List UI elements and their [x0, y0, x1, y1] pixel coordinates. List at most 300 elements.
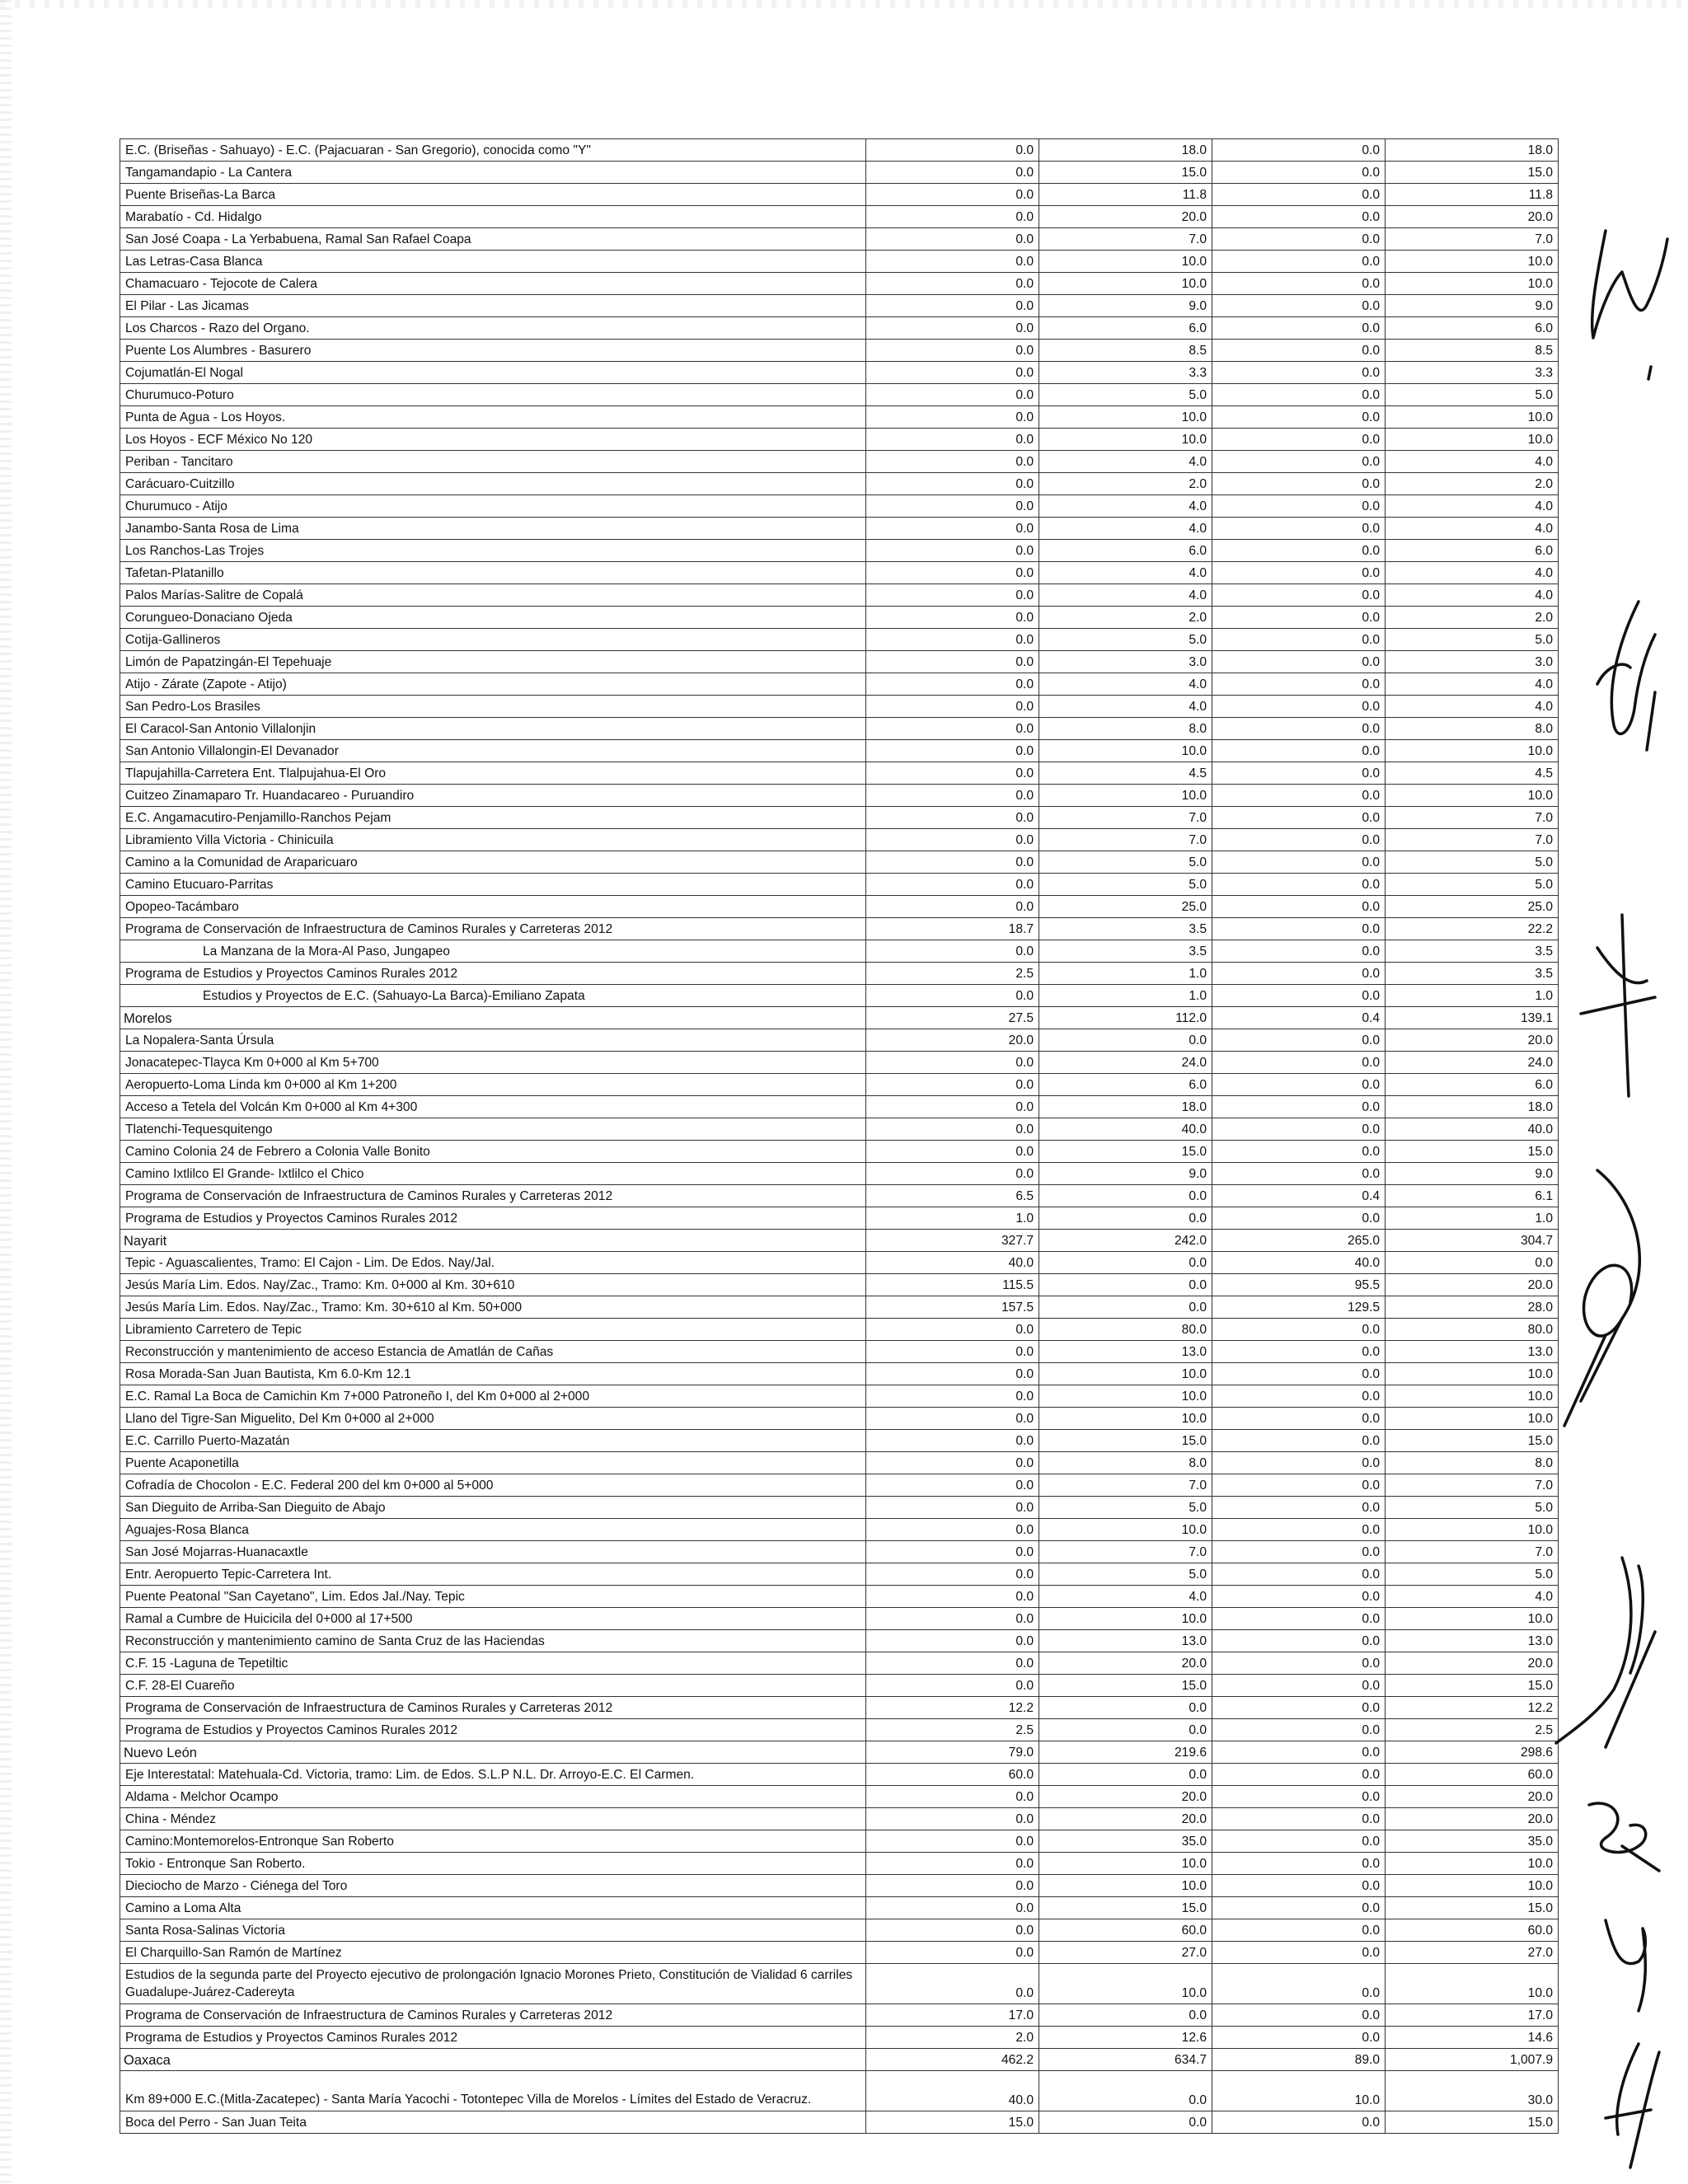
table-row — [120, 540, 1559, 562]
amount-col-3-cell: 0.0 — [1212, 1563, 1386, 1586]
project-name-cell: Puente Acaponetilla — [120, 1452, 866, 1474]
table-row — [120, 2027, 1559, 2049]
amount-col-3-cell: 0.0 — [1212, 1029, 1386, 1052]
table-row — [120, 1853, 1559, 1875]
amount-col-1-cell: 0.0 — [866, 1408, 1039, 1430]
project-name-cell: Programa de Conservación de Infraestructura de Caminos Rurales y Carreteras 2012 — [120, 2004, 866, 2027]
state-subtotal-row — [120, 1230, 1559, 1252]
amount-col-2-cell: 60.0 — [1039, 1919, 1212, 1942]
project-name-cell: Corungueo-Donaciano Ojeda — [120, 607, 866, 629]
table-row — [120, 629, 1559, 651]
table-row — [120, 1675, 1559, 1697]
budget-table — [120, 138, 1559, 2134]
amount-col-3-cell: 0.0 — [1212, 317, 1386, 340]
amount-col-3-cell: 0.0 — [1212, 1096, 1386, 1118]
table-row — [120, 1385, 1559, 1408]
project-name-cell: Puente Los Alumbres - Basurero — [120, 340, 866, 362]
project-name-cell: Entr. Aeropuerto Tepic-Carretera Int. — [120, 1563, 866, 1586]
amount-total-cell: 15.0 — [1386, 2111, 1559, 2134]
amount-col-1-cell: 0.0 — [866, 1675, 1039, 1697]
project-name-cell: Tlapujahilla-Carretera Ent. Tlalpujahua-El Oro — [120, 762, 866, 785]
amount-total-cell: 8.0 — [1386, 1452, 1559, 1474]
amount-total-cell: 4.0 — [1386, 1586, 1559, 1608]
amount-col-3-cell: 0.0 — [1212, 2111, 1386, 2134]
amount-col-1-cell: 0.0 — [866, 584, 1039, 607]
amount-col-3-cell: 0.0 — [1212, 1430, 1386, 1452]
table-row — [120, 1296, 1559, 1319]
amount-col-3-cell: 0.4 — [1212, 1007, 1386, 1029]
amount-col-2-cell: 40.0 — [1039, 1118, 1212, 1141]
amount-col-1-cell: 0.0 — [866, 1630, 1039, 1652]
amount-total-cell: 7.0 — [1386, 228, 1559, 251]
amount-col-3-cell: 40.0 — [1212, 1252, 1386, 1274]
amount-total-cell: 28.0 — [1386, 1296, 1559, 1319]
table-row — [120, 340, 1559, 362]
amount-col-1-cell: 40.0 — [866, 1252, 1039, 1274]
amount-col-1-cell: 0.0 — [866, 139, 1039, 162]
amount-col-1-cell: 40.0 — [866, 2071, 1039, 2111]
amount-col-2-cell: 0.0 — [1039, 1185, 1212, 1207]
amount-col-3-cell: 0.0 — [1212, 874, 1386, 896]
table-row — [120, 1808, 1559, 1830]
amount-col-2-cell: 10.0 — [1039, 1385, 1212, 1408]
amount-col-3-cell: 0.0 — [1212, 1786, 1386, 1808]
amount-col-3-cell: 0.0 — [1212, 829, 1386, 851]
amount-total-cell: 5.0 — [1386, 851, 1559, 874]
amount-col-3-cell: 0.0 — [1212, 1319, 1386, 1341]
amount-col-2-cell: 15.0 — [1039, 1141, 1212, 1163]
amount-total-cell: 20.0 — [1386, 1029, 1559, 1052]
project-name-cell: Palos Marías-Salitre de Copalá — [120, 584, 866, 607]
amount-col-1-cell: 0.0 — [866, 1964, 1039, 2004]
table-row — [120, 963, 1559, 985]
amount-col-1-cell: 0.0 — [866, 273, 1039, 295]
amount-col-3-cell: 0.0 — [1212, 740, 1386, 762]
table-row — [120, 807, 1559, 829]
project-name-cell: La Manzana de la Mora-Al Paso, Jungapeo — [120, 940, 866, 963]
amount-col-3-cell: 0.0 — [1212, 139, 1386, 162]
amount-col-2-cell: 0.0 — [1039, 1697, 1212, 1719]
amount-col-1-cell: 2.5 — [866, 963, 1039, 985]
table-row — [120, 1942, 1559, 1964]
amount-total-cell: 15.0 — [1386, 162, 1559, 184]
signature-initial-8 — [1581, 2036, 1672, 2176]
amount-col-2-cell: 0.0 — [1039, 1296, 1212, 1319]
project-name-cell: Chamacuaro - Tejocote de Calera — [120, 273, 866, 295]
amount-col-3-cell: 0.0 — [1212, 963, 1386, 985]
amount-col-2-cell: 112.0 — [1039, 1007, 1212, 1029]
amount-col-3-cell: 0.0 — [1212, 1118, 1386, 1141]
amount-total-cell: 15.0 — [1386, 1897, 1559, 1919]
amount-col-2-cell: 18.0 — [1039, 1096, 1212, 1118]
table-row — [120, 1141, 1559, 1163]
amount-col-1-cell: 0.0 — [866, 1942, 1039, 1964]
amount-col-2-cell: 10.0 — [1039, 1408, 1212, 1430]
amount-col-1-cell: 20.0 — [866, 1029, 1039, 1052]
amount-col-1-cell: 12.2 — [866, 1697, 1039, 1719]
table-row — [120, 317, 1559, 340]
amount-col-1-cell: 0.0 — [866, 1163, 1039, 1185]
amount-total-cell: 14.6 — [1386, 2027, 1559, 2049]
amount-total-cell: 304.7 — [1386, 1230, 1559, 1252]
amount-col-3-cell: 0.0 — [1212, 1741, 1386, 1764]
amount-col-3-cell: 0.0 — [1212, 1052, 1386, 1074]
amount-col-1-cell: 2.5 — [866, 1719, 1039, 1741]
signature-initial-3 — [1564, 898, 1672, 1113]
amount-col-2-cell: 80.0 — [1039, 1319, 1212, 1341]
amount-col-1-cell: 0.0 — [866, 785, 1039, 807]
table-row — [120, 273, 1559, 295]
amount-col-2-cell: 6.0 — [1039, 540, 1212, 562]
amount-total-cell: 12.2 — [1386, 1697, 1559, 1719]
project-name-cell: Aldama - Melchor Ocampo — [120, 1786, 866, 1808]
signature-initial-6 — [1573, 1788, 1672, 1879]
amount-col-1-cell: 0.0 — [866, 429, 1039, 451]
amount-col-3-cell: 0.0 — [1212, 1853, 1386, 1875]
amount-total-cell: 7.0 — [1386, 829, 1559, 851]
table-row — [120, 1608, 1559, 1630]
amount-col-3-cell: 0.0 — [1212, 673, 1386, 696]
amount-col-2-cell: 7.0 — [1039, 1474, 1212, 1497]
amount-col-3-cell: 0.0 — [1212, 1942, 1386, 1964]
amount-col-1-cell: 0.0 — [866, 1341, 1039, 1363]
amount-col-3-cell: 0.0 — [1212, 1830, 1386, 1853]
amount-col-2-cell: 25.0 — [1039, 896, 1212, 918]
amount-col-1-cell: 0.0 — [866, 1875, 1039, 1897]
amount-col-2-cell: 0.0 — [1039, 1274, 1212, 1296]
amount-total-cell: 0.0 — [1386, 1252, 1559, 1274]
state-name-cell: Nayarit — [120, 1230, 866, 1252]
project-name-cell: Cojumatlán-El Nogal — [120, 362, 866, 384]
amount-total-cell: 4.0 — [1386, 584, 1559, 607]
amount-col-1-cell: 27.5 — [866, 1007, 1039, 1029]
project-name-cell: Churumuco - Atijo — [120, 495, 866, 518]
amount-total-cell: 1,007.9 — [1386, 2049, 1559, 2071]
project-name-cell: Periban - Tancitaro — [120, 451, 866, 473]
table-row — [120, 985, 1559, 1007]
amount-total-cell: 3.0 — [1386, 651, 1559, 673]
amount-col-2-cell: 6.0 — [1039, 1074, 1212, 1096]
table-row — [120, 918, 1559, 940]
table-row — [120, 1363, 1559, 1385]
amount-col-1-cell: 0.0 — [866, 718, 1039, 740]
project-name-cell: Tokio - Entronque San Roberto. — [120, 1853, 866, 1875]
table-row — [120, 1474, 1559, 1497]
amount-total-cell: 24.0 — [1386, 1052, 1559, 1074]
table-row — [120, 1408, 1559, 1430]
amount-col-1-cell: 0.0 — [866, 1074, 1039, 1096]
table-row — [120, 1786, 1559, 1808]
amount-total-cell: 10.0 — [1386, 429, 1559, 451]
amount-col-2-cell: 4.0 — [1039, 518, 1212, 540]
project-name-cell: Programa de Estudios y Proyectos Caminos Rurales 2012 — [120, 1719, 866, 1741]
amount-col-2-cell: 18.0 — [1039, 139, 1212, 162]
amount-col-2-cell: 4.0 — [1039, 696, 1212, 718]
amount-col-2-cell: 13.0 — [1039, 1341, 1212, 1363]
table-row — [120, 429, 1559, 451]
amount-col-3-cell: 0.0 — [1212, 1608, 1386, 1630]
amount-col-3-cell: 0.0 — [1212, 1341, 1386, 1363]
amount-col-1-cell: 17.0 — [866, 2004, 1039, 2027]
amount-col-1-cell: 0.0 — [866, 295, 1039, 317]
amount-col-1-cell: 0.0 — [866, 562, 1039, 584]
table-row — [120, 251, 1559, 273]
amount-total-cell: 60.0 — [1386, 1919, 1559, 1942]
amount-col-1-cell: 0.0 — [866, 1430, 1039, 1452]
amount-col-2-cell: 15.0 — [1039, 1675, 1212, 1697]
amount-total-cell: 13.0 — [1386, 1630, 1559, 1652]
table-row — [120, 584, 1559, 607]
amount-col-2-cell: 20.0 — [1039, 1808, 1212, 1830]
amount-col-3-cell: 0.0 — [1212, 762, 1386, 785]
project-name-cell: Santa Rosa-Salinas Victoria — [120, 1919, 866, 1942]
amount-col-3-cell: 0.4 — [1212, 1185, 1386, 1207]
amount-col-3-cell: 0.0 — [1212, 451, 1386, 473]
table-row — [120, 1207, 1559, 1230]
amount-total-cell: 1.0 — [1386, 1207, 1559, 1230]
amount-total-cell: 60.0 — [1386, 1764, 1559, 1786]
amount-col-2-cell: 10.0 — [1039, 1853, 1212, 1875]
amount-col-2-cell: 12.6 — [1039, 2027, 1212, 2049]
amount-col-3-cell: 0.0 — [1212, 896, 1386, 918]
amount-col-1-cell: 0.0 — [866, 251, 1039, 273]
amount-col-3-cell: 0.0 — [1212, 607, 1386, 629]
amount-col-2-cell: 15.0 — [1039, 162, 1212, 184]
amount-total-cell: 5.0 — [1386, 1497, 1559, 1519]
project-name-cell: Jonacatepec-Tlayca Km 0+000 al Km 5+700 — [120, 1052, 866, 1074]
amount-total-cell: 80.0 — [1386, 1319, 1559, 1341]
amount-col-3-cell: 0.0 — [1212, 162, 1386, 184]
table-row — [120, 1919, 1559, 1942]
amount-col-2-cell: 6.0 — [1039, 317, 1212, 340]
table-row — [120, 607, 1559, 629]
amount-col-1-cell: 0.0 — [866, 228, 1039, 251]
amount-total-cell: 9.0 — [1386, 295, 1559, 317]
amount-col-2-cell: 20.0 — [1039, 1652, 1212, 1675]
amount-col-3-cell: 0.0 — [1212, 2027, 1386, 2049]
project-name-cell: Aeropuerto-Loma Linda km 0+000 al Km 1+200 — [120, 1074, 866, 1096]
amount-col-3-cell: 0.0 — [1212, 1697, 1386, 1719]
project-name-cell: Cotija-Gallineros — [120, 629, 866, 651]
project-name-cell: Estudios y Proyectos de E.C. (Sahuayo-La Barca)-Emiliano Zapata — [120, 985, 866, 1007]
signature-initial-1 — [1573, 206, 1672, 396]
amount-total-cell: 4.0 — [1386, 673, 1559, 696]
amount-total-cell: 10.0 — [1386, 251, 1559, 273]
amount-col-2-cell: 20.0 — [1039, 1786, 1212, 1808]
amount-total-cell: 8.0 — [1386, 718, 1559, 740]
amount-col-1-cell: 0.0 — [866, 451, 1039, 473]
amount-col-1-cell: 0.0 — [866, 1452, 1039, 1474]
project-name-cell: Tlatenchi-Tequesquitengo — [120, 1118, 866, 1141]
amount-col-2-cell: 4.0 — [1039, 584, 1212, 607]
amount-col-1-cell: 0.0 — [866, 762, 1039, 785]
table-row — [120, 1964, 1559, 2004]
amount-total-cell: 20.0 — [1386, 1652, 1559, 1675]
project-name-cell: Tepic - Aguascalientes, Tramo: El Cajon - Lim. De Edos. Nay/Jal. — [120, 1252, 866, 1274]
project-name-cell: Programa de Conservación de Infraestructura de Caminos Rurales y Carreteras 2012 — [120, 1185, 866, 1207]
amount-col-2-cell: 0.0 — [1039, 2004, 1212, 2027]
table-row — [120, 1697, 1559, 1719]
table-row — [120, 362, 1559, 384]
amount-total-cell: 3.5 — [1386, 940, 1559, 963]
amount-col-2-cell: 0.0 — [1039, 1207, 1212, 1230]
amount-col-1-cell: 0.0 — [866, 1363, 1039, 1385]
amount-total-cell: 10.0 — [1386, 785, 1559, 807]
amount-col-2-cell: 0.0 — [1039, 1764, 1212, 1786]
project-name-cell: Llano del Tigre-San Miguelito, Del Km 0+000 al 2+000 — [120, 1408, 866, 1430]
amount-col-2-cell: 0.0 — [1039, 1252, 1212, 1274]
amount-col-2-cell: 10.0 — [1039, 429, 1212, 451]
amount-col-1-cell: 0.0 — [866, 1497, 1039, 1519]
amount-total-cell: 10.0 — [1386, 406, 1559, 429]
project-name-cell: El Caracol-San Antonio Villalonjin — [120, 718, 866, 740]
amount-col-3-cell: 0.0 — [1212, 1519, 1386, 1541]
amount-col-1-cell: 6.5 — [866, 1185, 1039, 1207]
table-row — [120, 1897, 1559, 1919]
amount-col-3-cell: 0.0 — [1212, 2004, 1386, 2027]
amount-col-1-cell: 0.0 — [866, 1830, 1039, 1853]
amount-col-1-cell: 0.0 — [866, 1052, 1039, 1074]
table-row — [120, 1029, 1559, 1052]
project-name-cell: Programa de Conservación de Infraestructura de Caminos Rurales y Carreteras 2012 — [120, 918, 866, 940]
project-name-cell: Cuitzeo Zinamaparo Tr. Huandacareo - Puruandiro — [120, 785, 866, 807]
amount-col-2-cell: 1.0 — [1039, 963, 1212, 985]
amount-col-2-cell: 20.0 — [1039, 206, 1212, 228]
project-name-cell: Reconstrucción y mantenimiento camino de Santa Cruz de las Haciendas — [120, 1630, 866, 1652]
project-name-cell: Aguajes-Rosa Blanca — [120, 1519, 866, 1541]
amount-col-2-cell: 10.0 — [1039, 1608, 1212, 1630]
amount-total-cell: 7.0 — [1386, 1474, 1559, 1497]
project-name-cell: Reconstrucción y mantenimiento de acceso Estancia de Amatlán de Cañas — [120, 1341, 866, 1363]
amount-col-2-cell: 10.0 — [1039, 1964, 1212, 2004]
amount-col-2-cell: 8.0 — [1039, 1452, 1212, 1474]
table-row — [120, 1652, 1559, 1675]
amount-col-3-cell: 129.5 — [1212, 1296, 1386, 1319]
table-row — [120, 451, 1559, 473]
project-name-cell: Janambo-Santa Rosa de Lima — [120, 518, 866, 540]
amount-col-3-cell: 0.0 — [1212, 584, 1386, 607]
amount-col-3-cell: 0.0 — [1212, 340, 1386, 362]
project-name-cell: Camino:Montemorelos-Entronque San Roberto — [120, 1830, 866, 1853]
amount-total-cell: 6.0 — [1386, 317, 1559, 340]
amount-col-3-cell: 0.0 — [1212, 1675, 1386, 1697]
table-row — [120, 295, 1559, 317]
amount-total-cell: 13.0 — [1386, 1341, 1559, 1363]
amount-col-1-cell: 0.0 — [866, 651, 1039, 673]
table-row — [120, 384, 1559, 406]
amount-col-3-cell: 0.0 — [1212, 1808, 1386, 1830]
amount-col-1-cell: 0.0 — [866, 874, 1039, 896]
amount-col-1-cell: 157.5 — [866, 1296, 1039, 1319]
project-name-cell: Camino a Loma Alta — [120, 1897, 866, 1919]
project-name-cell: San José Coapa - La Yerbabuena, Ramal San Rafael Coapa — [120, 228, 866, 251]
amount-col-3-cell: 0.0 — [1212, 1363, 1386, 1385]
amount-total-cell: 10.0 — [1386, 1519, 1559, 1541]
amount-total-cell: 4.0 — [1386, 495, 1559, 518]
amount-total-cell: 139.1 — [1386, 1007, 1559, 1029]
scan-left-edge — [0, 0, 12, 2184]
table-row — [120, 1185, 1559, 1207]
table-row — [120, 206, 1559, 228]
project-name-cell: Las Letras-Casa Blanca — [120, 251, 866, 273]
project-name-cell: Km 89+000 E.C.(Mitla-Zacatepec) - Santa María Yacochi - Totontepec Villa de Morelos - Límites del Estado de Veracruz. — [120, 2071, 866, 2111]
amount-col-1-cell: 0.0 — [866, 518, 1039, 540]
project-name-cell: Churumuco-Poturo — [120, 384, 866, 406]
amount-col-2-cell: 4.0 — [1039, 562, 1212, 584]
amount-col-3-cell: 0.0 — [1212, 1141, 1386, 1163]
amount-col-2-cell: 10.0 — [1039, 785, 1212, 807]
amount-col-3-cell: 0.0 — [1212, 1452, 1386, 1474]
amount-total-cell: 5.0 — [1386, 874, 1559, 896]
amount-col-2-cell: 13.0 — [1039, 1630, 1212, 1652]
amount-total-cell: 4.0 — [1386, 451, 1559, 473]
amount-col-2-cell: 2.0 — [1039, 473, 1212, 495]
amount-col-2-cell: 10.0 — [1039, 1875, 1212, 1897]
amount-col-1-cell: 0.0 — [866, 384, 1039, 406]
state-name-cell: Morelos — [120, 1007, 866, 1029]
project-name-cell: Marabatío - Cd. Hidalgo — [120, 206, 866, 228]
amount-total-cell: 20.0 — [1386, 1808, 1559, 1830]
table-row — [120, 184, 1559, 206]
table-row — [120, 562, 1559, 584]
amount-col-1-cell: 0.0 — [866, 162, 1039, 184]
project-name-cell: La Nopalera-Santa Úrsula — [120, 1029, 866, 1052]
project-name-cell: Tafetan-Platanillo — [120, 562, 866, 584]
amount-col-1-cell: 0.0 — [866, 473, 1039, 495]
project-name-cell: El Charquillo-San Ramón de Martínez — [120, 1942, 866, 1964]
project-name-cell: Programa de Estudios y Proyectos Caminos Rurales 2012 — [120, 2027, 866, 2049]
amount-col-2-cell: 5.0 — [1039, 629, 1212, 651]
amount-col-3-cell: 0.0 — [1212, 184, 1386, 206]
amount-col-3-cell: 0.0 — [1212, 629, 1386, 651]
amount-col-2-cell: 10.0 — [1039, 406, 1212, 429]
amount-total-cell: 15.0 — [1386, 1675, 1559, 1697]
amount-col-1-cell: 0.0 — [866, 1919, 1039, 1942]
project-name-cell: Camino Ixtlilco El Grande- Ixtlilco el Chico — [120, 1163, 866, 1185]
amount-col-2-cell: 8.5 — [1039, 340, 1212, 362]
project-name-cell: Camino Etucuaro-Parritas — [120, 874, 866, 896]
amount-col-1-cell: 0.0 — [866, 340, 1039, 362]
table-row — [120, 162, 1559, 184]
amount-col-1-cell: 0.0 — [866, 184, 1039, 206]
amount-col-1-cell: 0.0 — [866, 1652, 1039, 1675]
amount-col-3-cell: 0.0 — [1212, 473, 1386, 495]
amount-col-2-cell: 5.0 — [1039, 874, 1212, 896]
amount-col-2-cell: 242.0 — [1039, 1230, 1212, 1252]
project-name-cell: Los Charcos - Razo del Organo. — [120, 317, 866, 340]
table-row — [120, 2004, 1559, 2027]
amount-total-cell: 22.2 — [1386, 918, 1559, 940]
table-row — [120, 1452, 1559, 1474]
amount-col-3-cell: 0.0 — [1212, 429, 1386, 451]
project-name-cell: E.C. Carrillo Puerto-Mazatán — [120, 1430, 866, 1452]
table-row — [120, 785, 1559, 807]
table-row — [120, 696, 1559, 718]
amount-col-1-cell: 0.0 — [866, 362, 1039, 384]
amount-col-2-cell: 11.8 — [1039, 184, 1212, 206]
amount-total-cell: 10.0 — [1386, 1385, 1559, 1408]
amount-col-2-cell: 9.0 — [1039, 1163, 1212, 1185]
amount-col-3-cell: 0.0 — [1212, 1875, 1386, 1897]
project-name-cell: Dieciocho de Marzo - Ciénega del Toro — [120, 1875, 866, 1897]
table-row — [120, 1630, 1559, 1652]
project-name-cell: Ramal a Cumbre de Huicicila del 0+000 al 17+500 — [120, 1608, 866, 1630]
project-name-cell: E.C. Ramal La Boca de Camichin Km 7+000 Patroneño I, del Km 0+000 al 2+000 — [120, 1385, 866, 1408]
amount-col-3-cell: 0.0 — [1212, 1207, 1386, 1230]
amount-col-1-cell: 0.0 — [866, 1096, 1039, 1118]
amount-col-2-cell: 10.0 — [1039, 740, 1212, 762]
amount-total-cell: 4.0 — [1386, 562, 1559, 584]
